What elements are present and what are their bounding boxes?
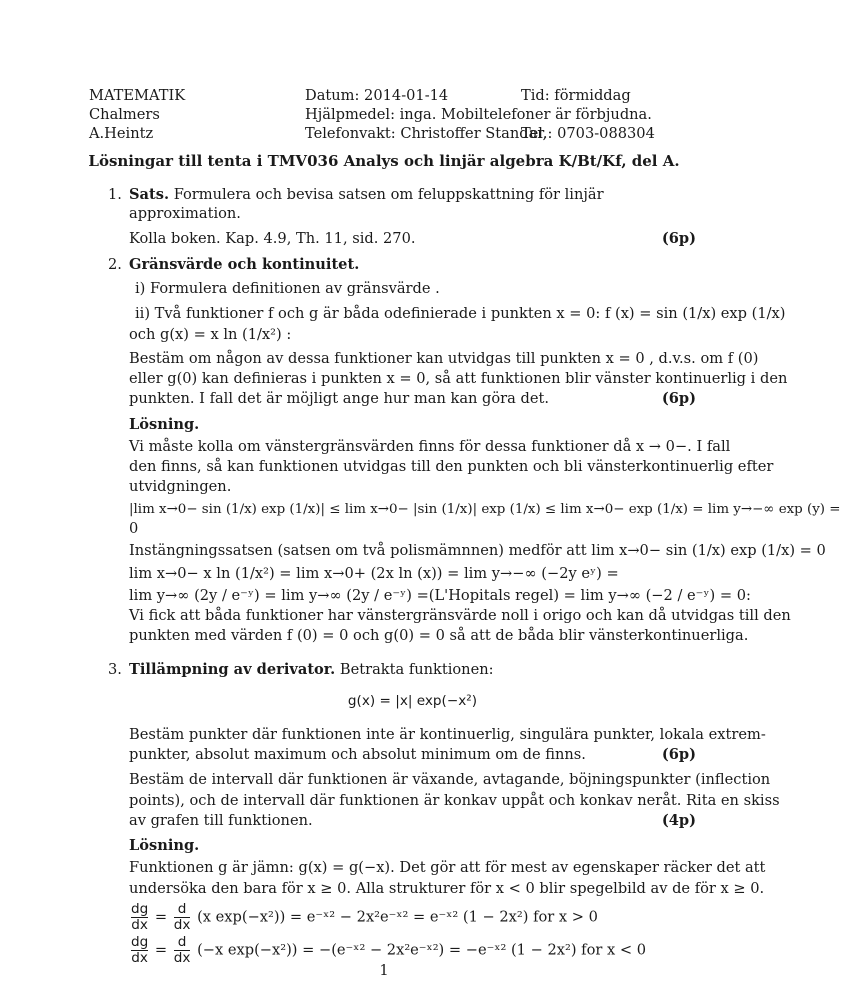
points: (6p) <box>661 390 696 408</box>
task-line: Bestäm de intervall där funktionen är växande, avtagande, böjningspunkter (inflection <box>129 771 771 789</box>
solution-line: Funktionen g är jämn: g(x) = g(−x). Det gör att för mest av egenskaper räcker det att <box>129 859 766 877</box>
question-heading: Tillämpning av derivator. <box>129 660 336 678</box>
function-formula: g(x) = |x| exp(−x²) <box>347 692 478 709</box>
phone-number: Tel.: 0703-088304 <box>521 125 655 142</box>
task-line: eller g(0) kan definieras i punkten x = 0, så att funktionen blir vänster kontinuerlig i den <box>129 370 788 387</box>
derivative-rhs: (−x exp(−x²)) = −(e⁻ˣ² − 2x²e⁻ˣ²) = −e⁻ˣ² (1 − 2x²) for x < 0 <box>197 941 646 959</box>
exam-header <box>89 86 689 143</box>
header-row <box>89 105 689 124</box>
exam-time: Tid: förmiddag <box>521 87 631 104</box>
fraction-dg-dx: $\frac{dg}{dx}$ <box>131 900 149 933</box>
exam-date: Datum: 2014-01-14 <box>305 87 449 104</box>
page-number: 1 <box>379 962 389 979</box>
solution-line: undersöka den bara för x ≥ 0. Alla strukturer för x < 0 blir spegelbild av de för x ≥ 0. <box>129 879 765 897</box>
derivative-rhs: (x exp(−x²)) = e⁻ˣ² − 2x²e⁻ˣ² = e⁻ˣ² (1 − 2x²) for x > 0 <box>197 908 598 926</box>
equation-4: lim y→∞ (2y / e⁻ʸ) = lim y→∞ (2y / e⁻ʸ) =(L'Hopitals regel) = lim y→∞ (−2 / e⁻ʸ) = 0: <box>129 586 751 604</box>
header-row <box>89 124 689 143</box>
derivative-equation-positive: $\frac{dg}{dx}$ = $\frac{d}{dx}$ (x exp(−x²)) = e⁻ˣ² − 2x²e⁻ˣ² = e⁻ˣ² (1 − 2x²) for x > 0 <box>131 900 598 933</box>
question-heading: Sats. <box>129 186 170 203</box>
document-title: Lösningar till tenta i TMV036 Analys och linjär algebra K/Bt/Kf, del A. <box>88 152 680 170</box>
phone-contact: Telefonvakt: Christoffer Standar, <box>305 125 548 142</box>
fraction-d-dx: $\frac{d}{dx}$ <box>173 933 191 966</box>
question-intro: Betrakta funktionen: <box>339 660 494 678</box>
derivative-equation-negative: $\frac{dg}{dx}$ = $\frac{d}{dx}$ (−x exp(−x²)) = −(e⁻ˣ² − 2x²e⁻ˣ²) = −e⁻ˣ² (1 − 2x²) for x < 0 <box>131 933 646 966</box>
equation-3: lim x→0− x ln (1/x²) = lim x→0+ (2x ln (x)) = lim y→−∞ (−2y eʸ) = <box>129 564 619 582</box>
task-line: av grafen till funktionen. <box>129 811 313 829</box>
task-line: points), och de intervall där funktionen är konkav uppåt och konkav neråt. Rita en skiss <box>129 791 780 809</box>
points: (6p) <box>661 229 696 247</box>
solution-label: Lösning. <box>129 415 200 433</box>
question-2 <box>96 255 841 646</box>
question-1 <box>96 185 696 248</box>
task-line: punkter, absolut maximum och absolut minimum om de finns. <box>129 746 586 764</box>
equation-1-cont: 0 <box>129 520 139 538</box>
question-3 <box>96 660 780 966</box>
points: (4p) <box>661 811 696 829</box>
solution-line: den finns, så kan funktionen utvidgas till den punkten och bli vänsterkontinuerlig efter <box>129 458 774 475</box>
points: (6p) <box>661 746 696 764</box>
answer-reference: Kolla boken. Kap. 4.9, Th. 11, sid. 270. <box>129 229 416 247</box>
subquestion-ii-cont: och g(x) = x ln (1/x²) : <box>129 325 292 343</box>
solution-line: utvidgningen. <box>129 478 232 496</box>
header-row <box>89 86 689 105</box>
institution: Chalmers <box>89 106 160 123</box>
solution-line: Vi måste kolla om vänstergränsvärden finns för dessa funktioner då x → 0−. I fall <box>129 437 731 455</box>
task-line: punkten. I fall det är möjligt ange hur man kan göra det. <box>129 390 549 408</box>
task-line: Bestäm punkter där funktionen inte är kontinuerlig, singulära punkter, lokala extrem- <box>129 725 766 743</box>
subquestion-i: i) Formulera definitionen av gränsvärde . <box>135 280 440 297</box>
document-body <box>96 182 841 973</box>
question-heading: Gränsvärde och kontinuitet. <box>129 255 360 273</box>
fraction-dg-dx: $\frac{dg}{dx}$ <box>131 933 149 966</box>
author: A.Heintz <box>89 125 154 142</box>
question-number: 3. <box>108 660 122 678</box>
question-number: 2. <box>108 255 122 273</box>
subquestion-ii: ii) Två funktioner f och g är båda odefinierade i punkten x = 0: f (x) = sin (1/x) exp (1/x) <box>135 305 786 323</box>
conclusion-line: Vi fick att båda funktioner har vänstergränsvärde noll i origo och kan då utvidgas till den <box>129 607 791 625</box>
allowed-aids: Hjälpmedel: inga. Mobiltelefoner är förbjudna. <box>305 106 652 123</box>
fraction-d-dx: $\frac{d}{dx}$ <box>173 900 191 933</box>
conclusion-line: punkten med värden f (0) = 0 och g(0) = 0 så att de båda blir vänsterkontinuerliga. <box>129 627 749 645</box>
question-text: Formulera och bevisa satsen om feluppskattning för linjär approximation. <box>129 186 604 223</box>
task-line: Bestäm om någon av dessa funktioner kan utvidgas till punkten x = 0 , d.v.s. om f (0) <box>129 349 759 367</box>
equation-1: |lim x→0− sin (1/x) exp (1/x)| ≤ lim x→0− |sin (1/x)| exp (1/x) ≤ lim x→0− exp (1/x) = lim y→−∞ exp (y) = <box>129 501 841 517</box>
question-number: 1. <box>108 186 122 203</box>
equation-2: Instängningssatsen (satsen om två polismämnnen) medför att lim x→0− sin (1/x) exp (1/x) = 0 <box>129 542 826 560</box>
solution-label: Lösning. <box>129 837 200 855</box>
subject: MATEMATIK <box>89 87 186 104</box>
